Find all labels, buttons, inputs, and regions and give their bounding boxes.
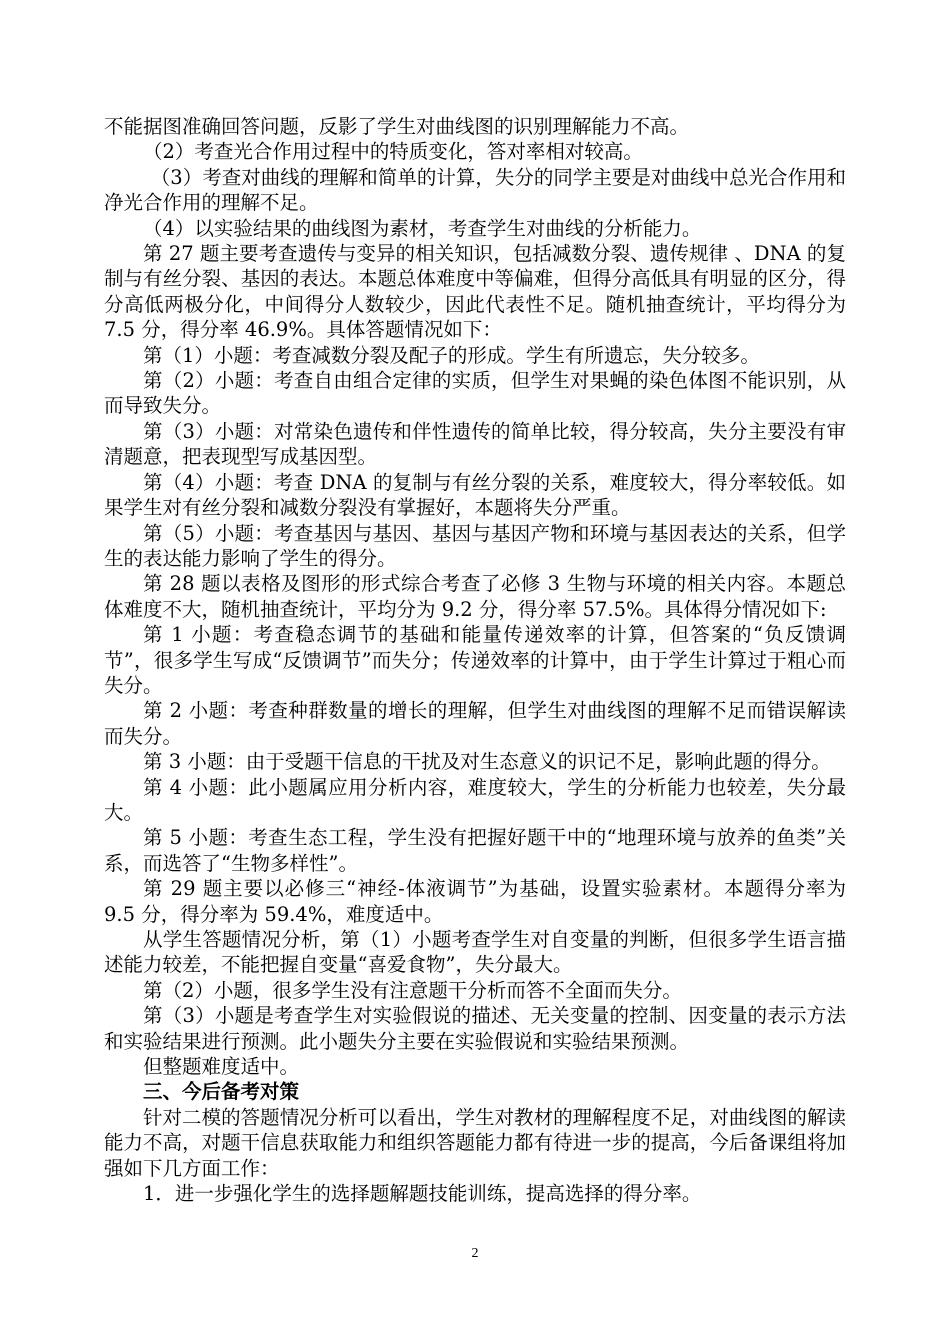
paragraph-22: 针对二模的答题情况分析可以看出，学生对教材的理解程度不足，对曲线图的解读能力不高，对题干信息获取能力和组织答题能力都有待进一步的提高，今后备课组将加强如下几方面工作： bbox=[104, 1105, 846, 1180]
paragraph-19: 第（2）小题，很多学生没有注意题干分析而答不全面而失分。 bbox=[143, 978, 682, 1002]
paragraph-9: 第（4）小题：考查 DNA 的复制与有丝分裂的关系，难度较大，得分率较低。如果学生对有丝分裂和减数分裂没有掌握好，本题将失分严重。 bbox=[104, 470, 846, 520]
paragraph-2: （2）考查光合作用过程中的特质变化，答对率相对较高。 bbox=[143, 140, 643, 164]
paragraph-3: （3）考查对曲线的理解和简单的计算，失分的同学主要是对曲线中总光合作用和净光合作用的理解不足。 bbox=[104, 165, 846, 215]
paragraph-23: 1．进一步强化学生的选择题解题技能训练，提高选择的得分率。 bbox=[143, 1182, 702, 1206]
paragraph-4: （4）以实验结果的曲线图为素材，考查学生对曲线的分析能力。 bbox=[143, 216, 702, 240]
paragraph-21: 但整题难度适中。 bbox=[143, 1055, 300, 1079]
paragraph-18: 从学生答题情况分析，第（1）小题考查学生对自变量的判断，但很多学生语言描述能力较差，不能把握自变量“喜爱食物”，失分最大。 bbox=[104, 928, 846, 977]
paragraph-13: 第 2 小题：考查种群数量的增长的理解，但学生对曲线图的理解不足而错误解读而失分。 bbox=[104, 699, 846, 748]
paragraph-15: 第 4 小题：此小题属应用分析内容，难度较大，学生的分析能力也较差，失分最大。 bbox=[104, 775, 846, 824]
paragraph-12: 第 1 小题：考查稳态调节的基础和能量传递效率的计算，但答案的“负反馈调节”，很多学生写成“反馈调节”而失分；传递效率的计算中，由于学生计算过于粗心而失分。 bbox=[104, 623, 846, 697]
paragraph-14: 第 3 小题：由于受题干信息的干扰及对生态意义的识记不足，影响此题的得分。 bbox=[143, 750, 831, 774]
paragraph-1: 不能据图准确回答问题，反影了学生对曲线图的识别理解能力不高。 bbox=[104, 115, 690, 138]
paragraph-5: 第 27 题主要考查遗传与变异的相关知识，包括减数分裂、遗传规律 、DNA 的复制与有丝分裂、基因的表达。本题总体难度中等偏难，但得分高低具有明显的区分，得分高低两极分化，中间得分人数较少，因此代表性不足。随机抽查统计，平均得分为 7.5 分，得分率 46.9%。具体答题情况如下： bbox=[104, 242, 846, 342]
page-number: 2 bbox=[471, 1246, 479, 1261]
body-text bbox=[104, 114, 846, 1206]
paragraph-16: 第 5 小题：考查生态工程，学生没有把握好题干中的“地理环境与放养的鱼类”关系，而选答了“生物多样性”。 bbox=[104, 826, 846, 875]
paragraph-6: 第（1）小题：考查减数分裂及配子的形成。学生有所遗忘，失分较多。 bbox=[143, 343, 760, 367]
paragraph-7: 第（2）小题：考查自由组合定律的实质，但学生对果蝇的染色体图不能识别，从而导致失分。 bbox=[104, 369, 846, 418]
paragraph-8: 第（3）小题：对常染色遗传和伴性遗传的简单比较，得分较高，失分主要没有审清题意，把表现型写成基因型。 bbox=[104, 419, 846, 469]
paragraph-11: 第 28 题以表格及图形的形式综合考查了必修 3 生物与环境的相关内容。本题总体难度不大，随机抽查统计，平均分为 9.2 分，得分率 57.5%。具体得分情况如下: bbox=[104, 572, 846, 621]
section-heading: 三、今后备考对策 bbox=[143, 1080, 300, 1104]
paragraph-10: 第（5）小题：考查基因与基因、基因与基因产物和环境与基因表达的关系，但学生的表达能力影响了学生的得分。 bbox=[104, 521, 846, 570]
paragraph-17: 第 29 题主要以必修三“神经-体液调节”为基础，设置实验素材。本题得分率为 9.5 分，得分率为 59.4%，难度适中。 bbox=[104, 877, 846, 926]
paragraph-20: 第（3）小题是考查学生对实验假说的描述、无关变量的控制、因变量的表示方法和实验结果进行预测。此小题失分主要在实验假说和实验结果预测。 bbox=[104, 1004, 846, 1053]
